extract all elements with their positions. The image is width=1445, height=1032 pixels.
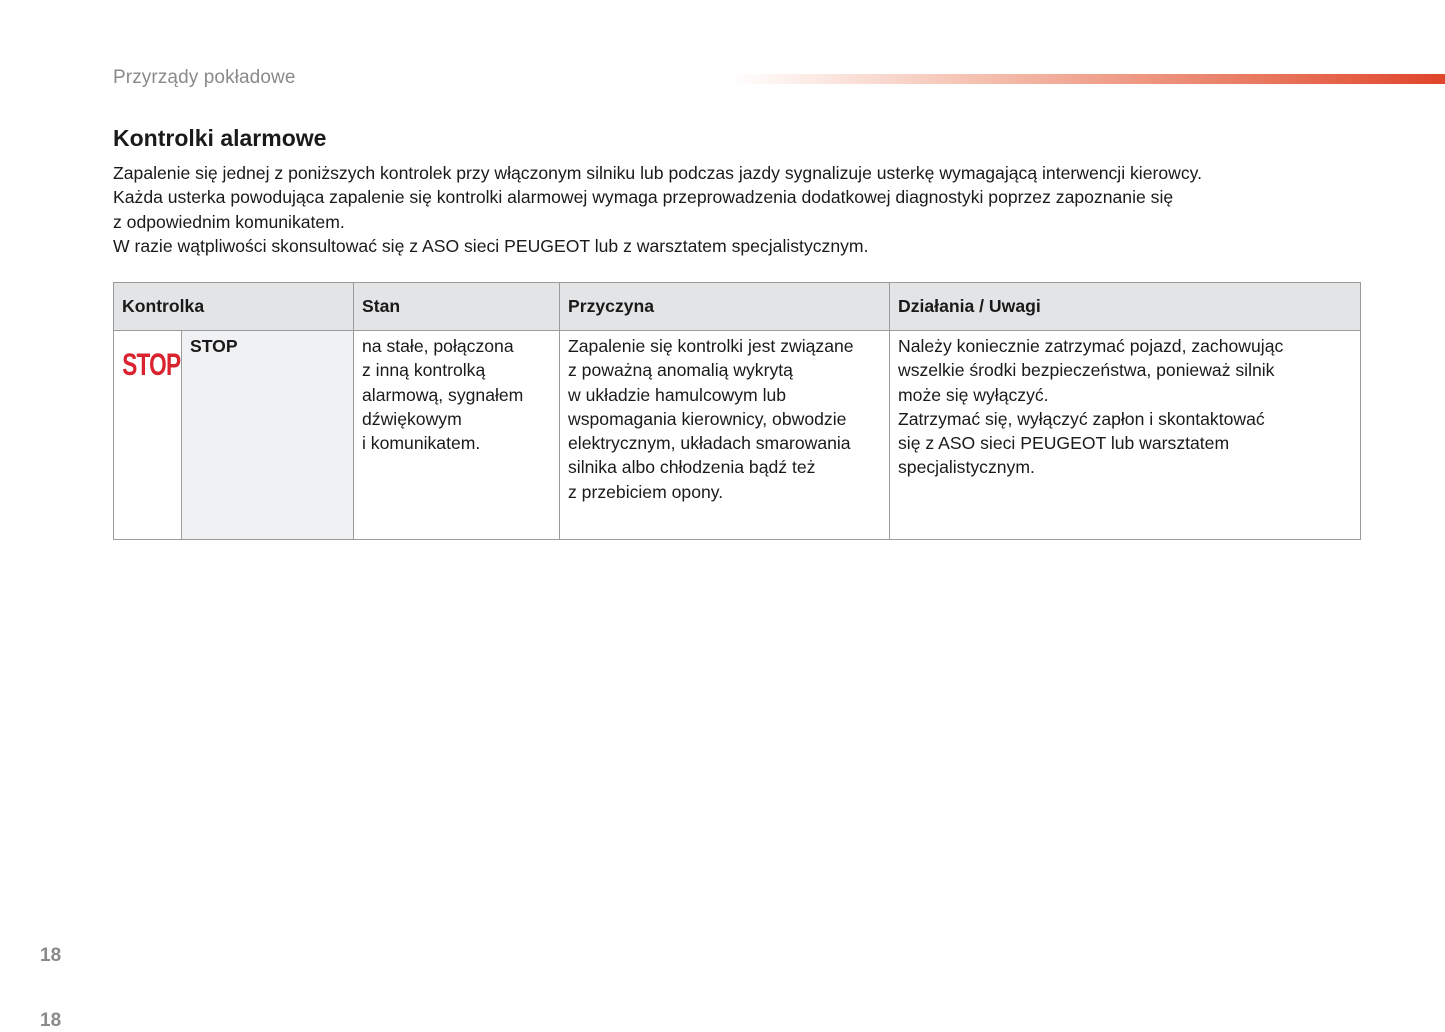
stop-warning-icon: STOP <box>122 347 181 383</box>
dzialania-line: się z ASO sieci PEUGEOT lub warsztatem <box>898 433 1230 454</box>
intro-line: Każda usterka powodująca zapalenie się kontrolki alarmowej wymaga przeprowadzenia dodatkowej diagnostyki poprzez zapoznanie się <box>113 187 1174 208</box>
header-accent-bar <box>730 74 1445 84</box>
stan-line: na stałe, połączona <box>362 336 514 356</box>
dzialania-line: Należy koniecznie zatrzymać pojazd, zachowując <box>898 336 1284 356</box>
next-page-number: 18 <box>40 1010 62 1031</box>
intro-text <box>113 161 1333 258</box>
stan-line: dźwiękowym <box>362 408 462 429</box>
column-header-dzialania: Działania / Uwagi <box>890 283 1361 331</box>
page-number: 18 <box>40 945 62 966</box>
przyczyna-cell <box>560 331 890 540</box>
icon-cell <box>114 331 182 540</box>
dzialania-cell <box>890 331 1361 540</box>
przyczyna-line: z przebiciem opony. <box>568 481 724 502</box>
section-label: Przyrządy pokładowe <box>113 67 296 88</box>
stan-cell <box>354 331 560 540</box>
warning-name-cell <box>182 331 354 540</box>
przyczyna-line: z poważną anomalią wykrytą <box>568 360 793 381</box>
column-header-przyczyna: Przyczyna <box>560 283 890 331</box>
table-header-row <box>114 283 1361 331</box>
przyczyna-line: wspomagania kierownicy, obwodzie <box>568 408 847 429</box>
intro-line: Zapalenie się jednej z poniższych kontrolek przy włączonym silniku lub podczas jazdy sygnalizuje usterkę wymagającą interwencji kierowcy. <box>113 163 1203 183</box>
column-header-kontrolka: Kontrolka <box>114 283 354 331</box>
przyczyna-line: silnika albo chłodzenia bądź też <box>568 457 816 478</box>
intro-line: W razie wątpliwości skonsultować się z ASO sieci PEUGEOT lub z warsztatem specjalistycznym. <box>113 235 869 256</box>
dzialania-line: wszelkie środki bezpieczeństwa, ponieważ silnik <box>898 360 1275 381</box>
warning-name: STOP <box>190 336 238 356</box>
stan-line: alarmową, sygnałem <box>362 384 524 405</box>
page-title: Kontrolki alarmowe <box>113 125 327 151</box>
stan-line: i komunikatem. <box>362 433 481 454</box>
table-row <box>114 331 1361 540</box>
stan-line: z inną kontrolką <box>362 360 486 381</box>
dzialania-line: specjalistycznym. <box>898 457 1035 478</box>
dzialania-line: Zatrzymać się, wyłączyć zapłon i skontaktować <box>898 408 1265 429</box>
column-header-stan: Stan <box>354 283 560 331</box>
przyczyna-line: elektrycznym, układach smarowania <box>568 433 851 454</box>
intro-line: z odpowiednim komunikatem. <box>113 211 345 232</box>
warning-lights-table <box>113 282 1361 540</box>
przyczyna-line: Zapalenie się kontrolki jest związane <box>568 336 854 356</box>
dzialania-line: może się wyłączyć. <box>898 384 1049 405</box>
przyczyna-line: w układzie hamulcowym lub <box>568 384 787 405</box>
